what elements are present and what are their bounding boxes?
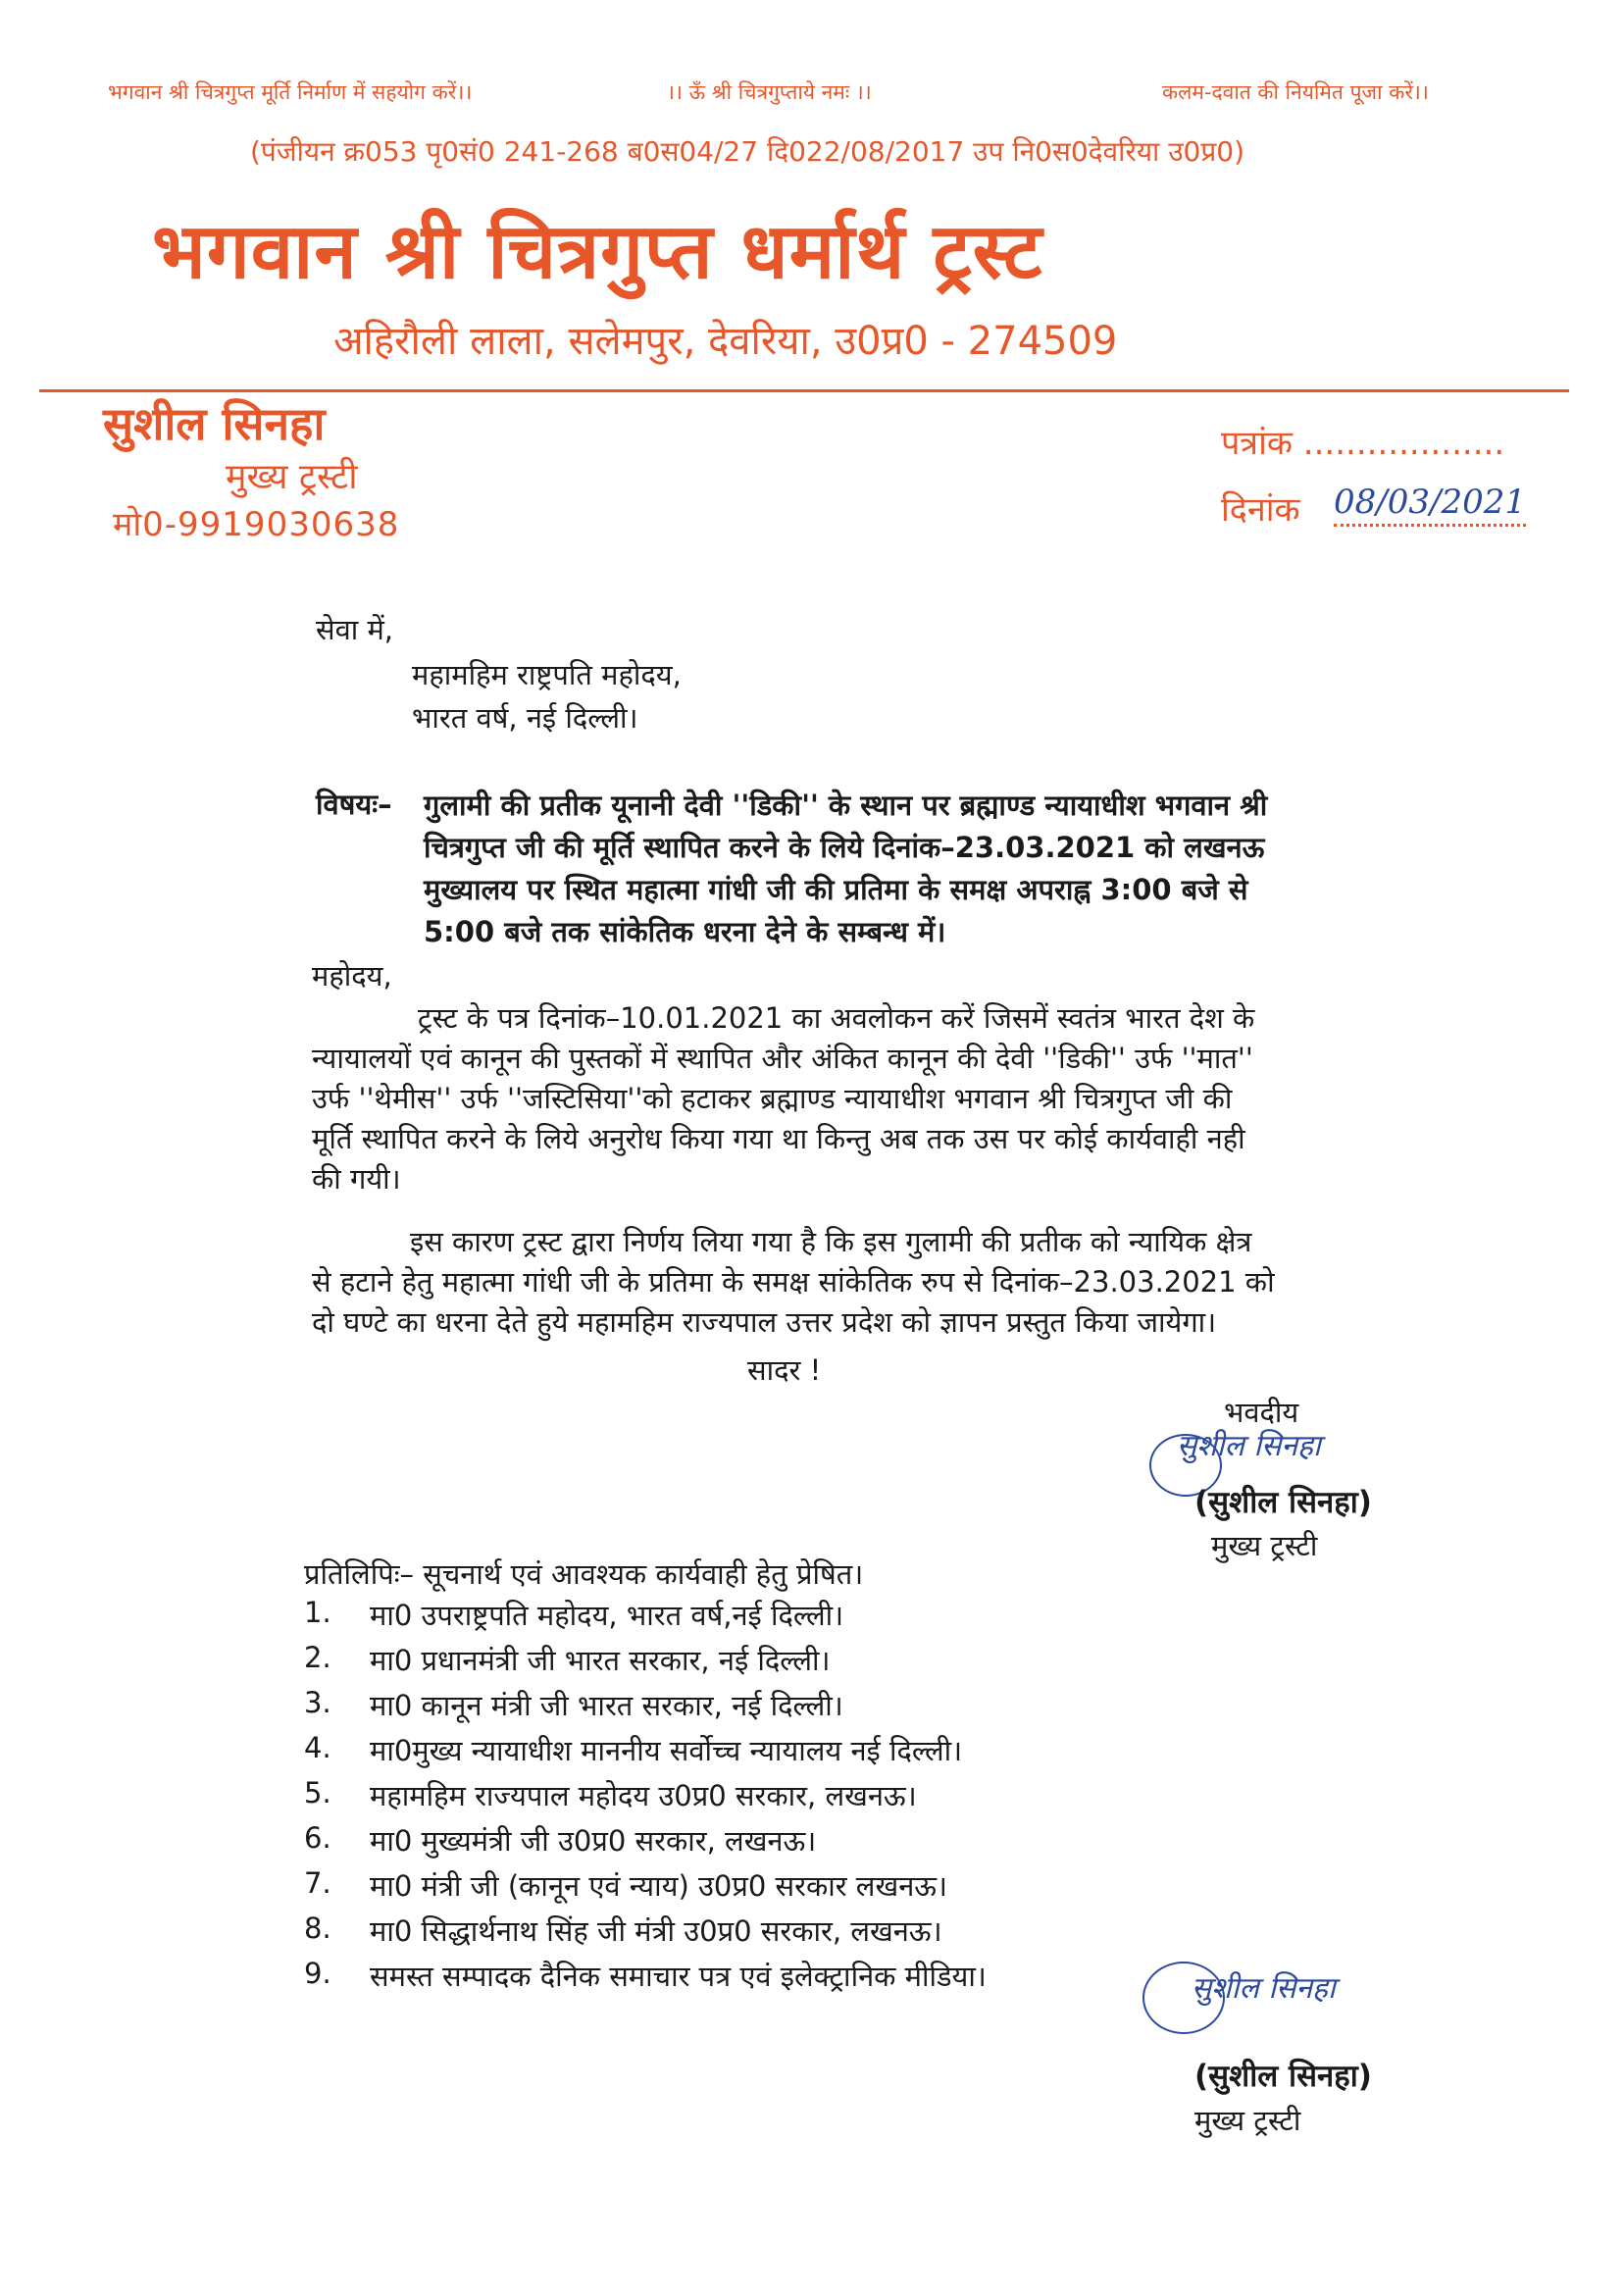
paragraph-line: से हटाने हेतु महात्मा गांधी जी के प्रतिमा के समक्ष सांकेतिक रुप से दिनांक–23.03.2021 को xyxy=(312,1265,1275,1299)
signature-scribble: सुशील सिनहा xyxy=(1177,1429,1321,1463)
letterhead-right-note: कलम-दवात की नियमित पूजा करें।। xyxy=(1162,80,1429,104)
registration-line: (पंजीयन क्र053 पृ0सं0 241-268 ब0स04/27 दि022/08/2017 उप नि0स0देवरिया उ0प्र0) xyxy=(250,135,1245,168)
paragraph-line: की गयी। xyxy=(312,1162,401,1196)
list-item xyxy=(304,1641,1167,1686)
subject-line: 5:00 बजे तक सांकेतिक धरना देने के सम्बन्ध में। xyxy=(424,915,946,948)
list-item xyxy=(304,1866,1167,1912)
list-item-text: महामहिम राज्यपाल महोदय उ0प्र0 सरकार, लखनऊ। xyxy=(370,1779,917,1812)
list-item-text: मा0 सिद्धार्थनाथ सिंह जी मंत्री उ0प्र0 सरकार, लखनऊ। xyxy=(370,1914,942,1948)
copy-list xyxy=(304,1596,1167,2002)
list-item-text: मा0मुख्य न्यायाधीश माननीय सर्वोच्च न्यायालय नई दिल्ली। xyxy=(370,1734,963,1767)
signatory-name: (सुशील सिनहा) xyxy=(1194,1485,1372,1520)
paragraph-line: उर्फ ''थेमीस'' उर्फ ''जस्टिसिया''को हटाकर ब्रह्माण्ड न्यायाधीश भगवान श्री चित्रगुप्त जी की xyxy=(312,1082,1233,1115)
paragraph-line: ट्रस्ट के पत्र दिनांक–10.01.2021 का अवलोकन करें जिसमें स्वतंत्र भारत देश के xyxy=(418,1001,1255,1035)
copy-signature-scribble: सुशील सिनहा xyxy=(1192,1971,1336,2006)
recipient-line-1: महामहिम राष्ट्रपति महोदय, xyxy=(412,658,682,691)
reference-number-field: पत्रांक ................... xyxy=(1221,424,1505,463)
list-item-number: 7. xyxy=(304,1866,331,1900)
trustee-role: मुख्य ट्रस्टी xyxy=(226,457,358,497)
subject-label: विषयः– xyxy=(316,788,392,821)
recipient-line-2: भारत वर्ष, नई दिल्ली। xyxy=(412,701,638,735)
date-value: 08/03/2021 xyxy=(1334,483,1526,527)
list-item-number: 9. xyxy=(304,1957,331,1990)
list-item-text: मा0 मुख्यमंत्री जी उ0प्र0 सरकार, लखनऊ। xyxy=(370,1824,817,1858)
paragraph-2 xyxy=(312,1222,1469,1343)
list-item xyxy=(304,1776,1167,1821)
copy-signatory-role: मुख्य ट्रस्टी xyxy=(1194,2104,1301,2137)
paragraph-line: इस कारण ट्रस्ट द्वारा निर्णय लिया गया है कि इस गुलामी की प्रतीक को न्यायिक क्षेत्र xyxy=(410,1225,1252,1258)
paragraph-line: मूर्ति स्थापित करने के लिये अनुरोध किया गया था किन्तु अब तक उस पर कोई कार्यवाही नही xyxy=(312,1122,1245,1155)
list-item xyxy=(304,1596,1167,1641)
greeting: महोदय, xyxy=(312,959,392,993)
subject-line: गुलामी की प्रतीक यूनानी देवी ''डिकी'' के स्थान पर ब्रह्माण्ड न्यायाधीश भगवान श्री xyxy=(424,789,1268,822)
paragraph-line: न्यायालयों एवं कानून की पुस्तकों में स्थापित और अंकित कानून की देवी ''डिकी'' उर्फ ''मात'' xyxy=(312,1042,1253,1075)
subject-text xyxy=(424,785,1465,953)
list-item-number: 4. xyxy=(304,1731,331,1764)
list-item-number: 3. xyxy=(304,1686,331,1719)
subject-line: चित्रगुप्त जी की मूर्ति स्थापित करने के लिये दिनांक–23.03.2021 को लखनऊ xyxy=(424,831,1265,864)
trust-name: भगवान श्री चित्रगुप्त धर्मार्थ ट्रस्ट xyxy=(152,208,1043,296)
list-item-number: 2. xyxy=(304,1641,331,1674)
list-item-text: मा0 मंत्री जी (कानून एवं न्याय) उ0प्र0 सरकार लखनऊ। xyxy=(370,1869,948,1903)
list-item xyxy=(304,1821,1167,1866)
list-item-text: मा0 उपराष्ट्रपति महोदय, भारत वर्ष,नई दिल्ली। xyxy=(370,1599,844,1632)
date-label: दिनांक xyxy=(1221,490,1300,530)
trustee-name: सुशील सिनहा xyxy=(103,397,326,450)
letterhead-left-note: भगवान श्री चित्रगुप्त मूर्ति निर्माण में सहयोग करें।। xyxy=(108,80,473,104)
trustee-phone: मो0-9919030638 xyxy=(113,505,400,544)
list-item-text: समस्त सम्पादक दैनिक समाचार पत्र एवं इलेक्ट्रानिक मीडिया। xyxy=(370,1960,987,1993)
list-item-number: 1. xyxy=(304,1596,331,1629)
list-item xyxy=(304,1686,1167,1731)
list-item-text: मा0 कानून मंत्री जी भारत सरकार, नई दिल्ली। xyxy=(370,1689,843,1722)
subject-line: मुख्यालय पर स्थित महात्मा गांधी जी की प्रतिमा के समक्ष अपराह्न 3:00 बजे से xyxy=(424,873,1248,906)
letterhead-center-note: ।। ऊँ श्री चित्रगुप्ताये नमः ।। xyxy=(667,80,872,104)
copy-signatory-name: (सुशील सिनहा) xyxy=(1194,2059,1372,2094)
list-item xyxy=(304,1957,1167,2002)
list-item xyxy=(304,1731,1167,1776)
list-item-text: मा0 प्रधानमंत्री जी भारत सरकार, नई दिल्ली। xyxy=(370,1644,831,1677)
signatory-role: मुख्य ट्रस्टी xyxy=(1211,1529,1318,1562)
list-item-number: 6. xyxy=(304,1821,331,1855)
closing: सादर ! xyxy=(747,1353,822,1387)
copy-heading: प्रतिलिपिः– सूचनार्थ एवं आवश्यक कार्यवाही हेतु प्रेषित। xyxy=(304,1557,864,1591)
paragraph-1 xyxy=(312,998,1469,1199)
yours-faithfully: भवदीय xyxy=(1224,1396,1299,1429)
paragraph-line: दो घण्टे का धरना देते हुये महामहिम राज्यपाल उत्तर प्रदेश को ज्ञापन प्रस्तुत किया जायेगा। xyxy=(312,1305,1217,1339)
list-item xyxy=(304,1912,1167,1957)
list-item-number: 5. xyxy=(304,1776,331,1810)
trust-address: अहिरौली लाला, सलेमपुर, देवरिया, उ0प्र0 - 274509 xyxy=(333,319,1118,364)
list-item-number: 8. xyxy=(304,1912,331,1945)
salutation: सेवा में, xyxy=(316,613,394,646)
